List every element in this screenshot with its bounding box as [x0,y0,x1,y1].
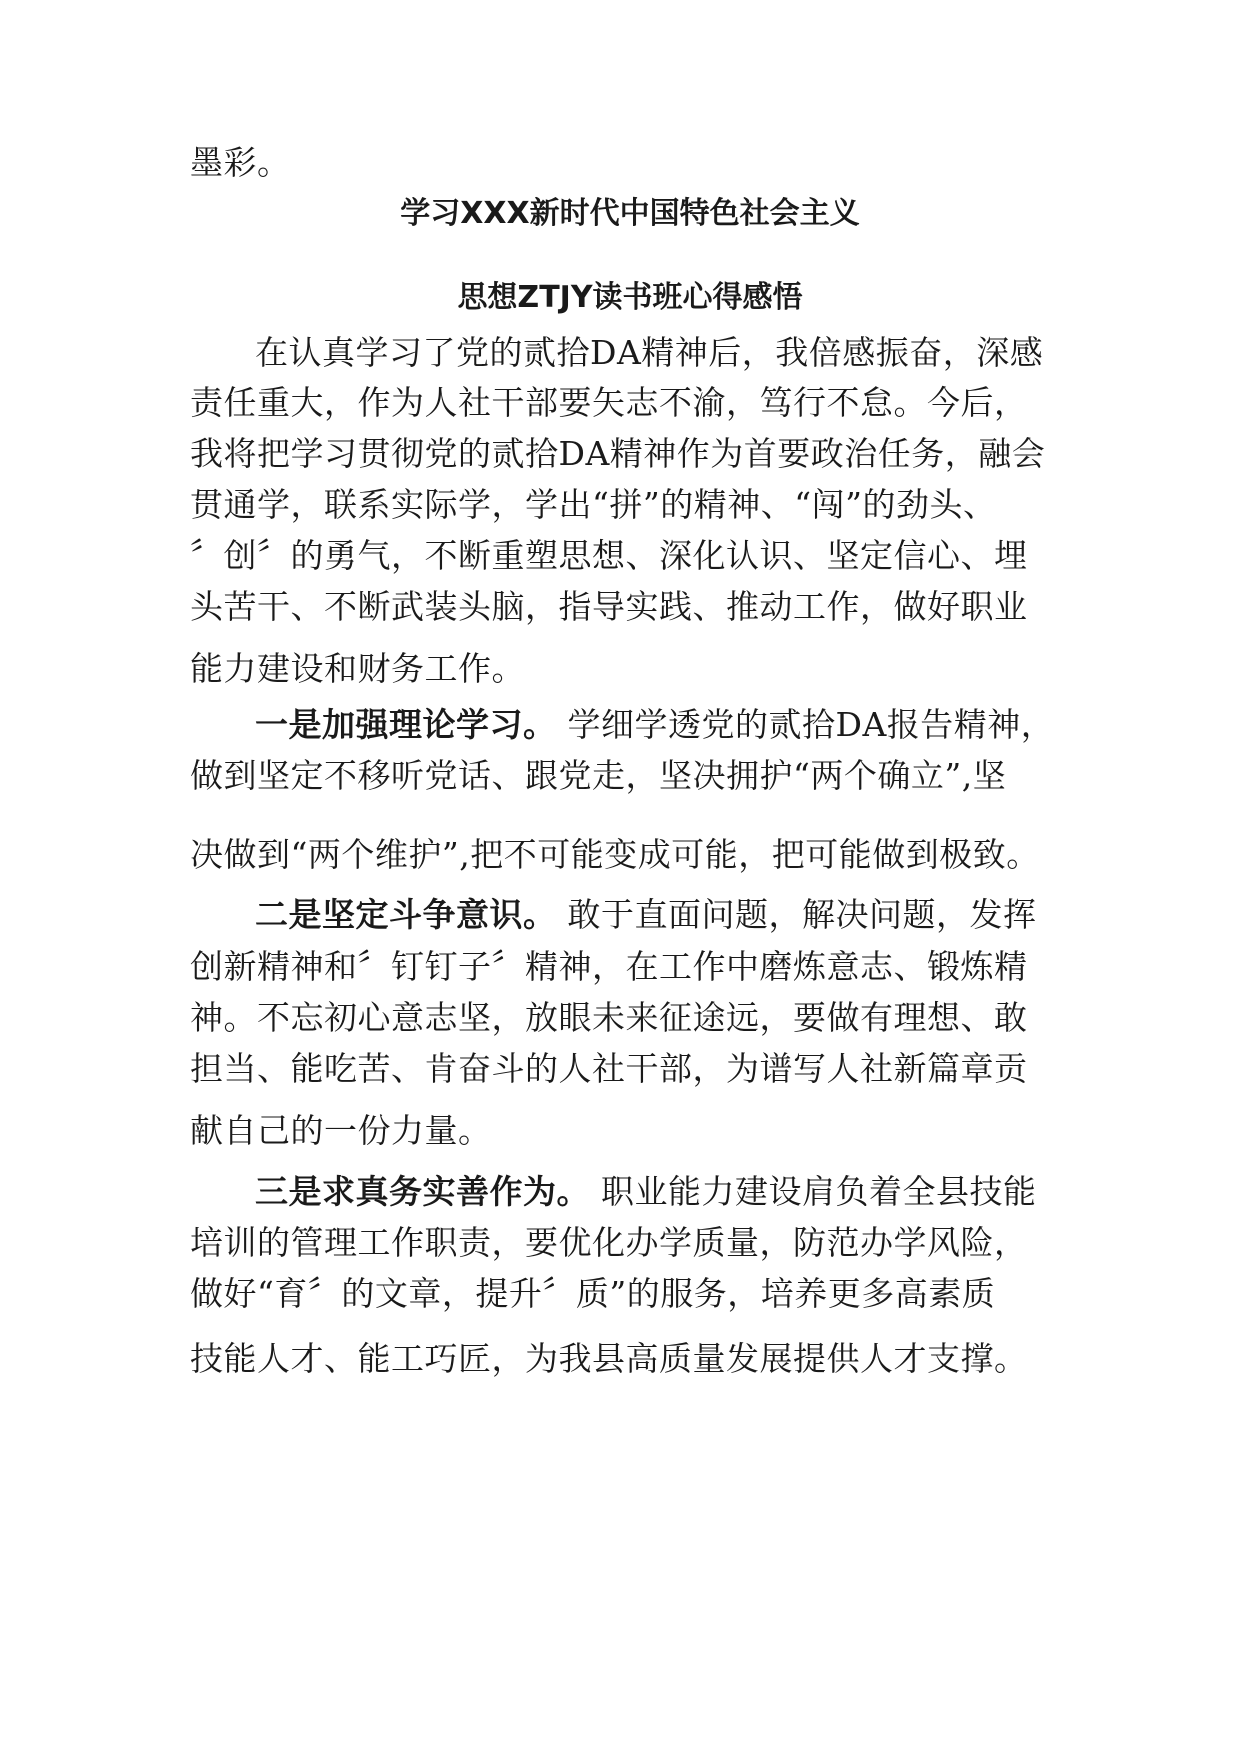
title-line-2: 思想ZTJY读书班心得感悟 [457,280,803,315]
carryover-text: 墨彩。 [190,143,291,182]
point2-first-text: 敢于直面问题，解决问题，发挥 [556,895,1037,934]
point1-line-3: 决做到“两个维护”,把不可能变成可能，把可能做到极致。 [190,835,1040,874]
intro-line-4: 贯通学，联系实际学，学出“拼”的精神、“闯”的劲头、 [190,485,997,524]
point2-line-5: 献自己的一份力量。 [190,1111,492,1150]
point2-first-line [255,895,1070,935]
intro-line-5: 〞创〞的勇气，不断重塑思想、深化认识、坚定信心、埋 [190,536,1028,575]
intro-line-6: 头苦干、不断武装头脑，指导实践、推动工作，做好职业 [190,587,1028,626]
intro-line-2: 责任重大，作为人社干部要矢志不渝，笃行不怠。今后， [190,383,1028,422]
point2-line-3: 神。不忘初心意志坚，放眼未来征途远，要做有理想、敢 [190,998,1028,1037]
intro-line-7: 能力建设和财务工作。 [190,649,525,688]
title-line-1: 学习XXX新时代中国特色社会主义 [400,196,860,231]
point1-line-2: 做到坚定不移听党话、跟党走，坚决拥护“两个确立”,坚 [190,756,1007,795]
point3-line-3: 做好“育〞的文章，提升〞质”的服务，培养更多高素质 [190,1274,996,1313]
point2-line-4: 担当、能吃苦、肯奋斗的人社干部，为谱写人社新篇章贡 [190,1049,1028,1088]
point1-lead: 一是加强理论学习。 [255,705,557,744]
intro-line-1: 在认真学习了党的贰拾DA精神后，我倍感振奋，深感 [255,333,1044,372]
intro-line-3: 我将把学习贯彻党的贰拾DA精神作为首要政治任务，融会 [190,434,1046,473]
point1-first-line [255,705,1070,745]
point1-first-text: 学细学透党的贰拾DA报告精神， [556,705,1055,744]
point3-first-line [255,1172,1070,1212]
point3-first-text: 职业能力建设肩负着全县技能 [590,1172,1037,1211]
point2-line-2: 创新精神和〞钉钉子〞精神，在工作中磨炼意志、锻炼精 [190,947,1028,986]
point3-line-2: 培训的管理工作职责，要优化办学质量，防范办学风险， [190,1223,1028,1262]
point3-lead: 三是求真务实善作为。 [255,1172,590,1211]
point2-lead: 二是坚定斗争意识。 [255,895,557,934]
point3-line-4: 技能人才、能工巧匠，为我县高质量发展提供人才支撑。 [190,1339,1028,1378]
